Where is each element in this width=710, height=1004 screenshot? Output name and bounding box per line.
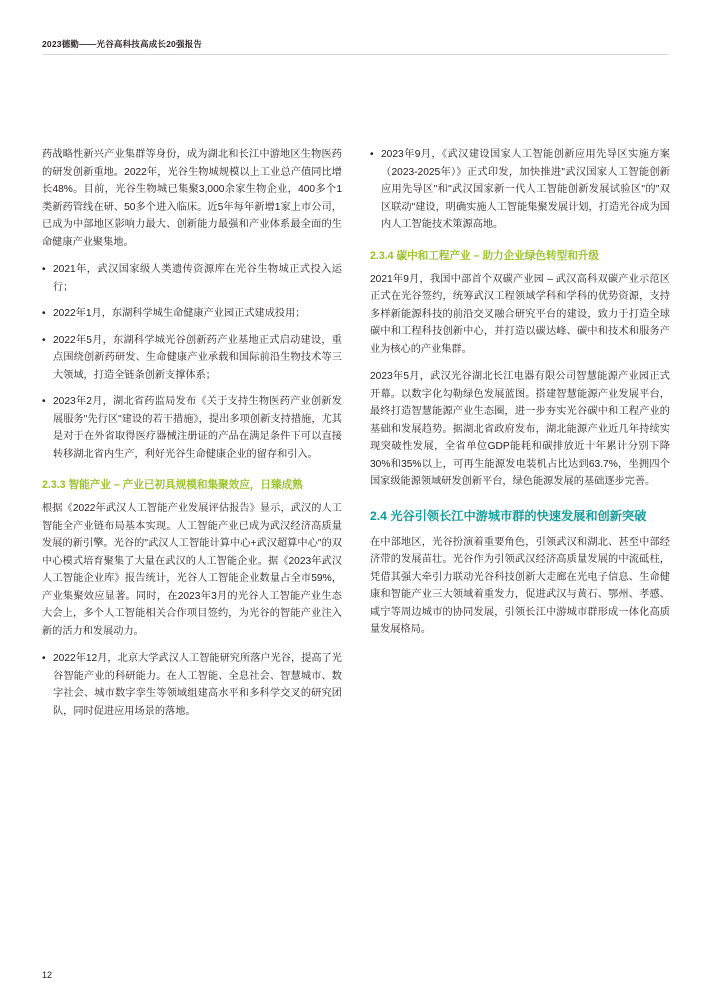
section-heading-2-3-4: 2.3.4 碳中和工程产业 – 助力企业绿色转型和升级 <box>370 249 599 262</box>
list-item: • 2022年12月，北京大学武汉人工智能研究所落户光谷，提高了光谷智能产业的科研能力。在人工智能、全息社会、智慧城市、数字社会、城市数字孪生等领域组建高水平和多科学交叉的研究团队，同时促进应用场景的落地。 <box>42 650 342 720</box>
bullet-list-ai <box>42 650 342 720</box>
page-header: 2023德勤——光谷高科技高成长20强报告 <box>42 39 203 49</box>
list-item: • 2022年5月，东湖科学城光谷创新药产业基地正式启动建设，重点围绕创新药研发、生命健康产业承载和国际前沿生物技术等三大领域，打造全链条创新支撑体系； <box>42 332 342 385</box>
list-item: • 2023年9月，《武汉建设国家人工智能创新应用先导区实施方案（2023-2025年）》正式印发，加快推进"武汉国家人工智能创新应用先导区"和"武汉国家新一代人工智能创新发展试验区"的"双区联动"建设，明确实施人工智能集聚发展计划，打造光谷成为国内人工智能技术策源高地。 <box>370 146 670 234</box>
page-number: 12 <box>42 970 53 980</box>
list-item: • 2023年2月，湖北省药监局发布《关于支持生物医药产业创新发展服务"先行区"建设的若干措施》，提出多项创新支持措施，尤其是对于在外省取得医疗器械注册证的产品在满足条件下可以直接转移湖北省内生产，利好光谷生命健康企业的留存和引入。 <box>42 393 342 463</box>
list-item: • 2021年，武汉国家级人类遗传资源库在光谷生物城正式投入运行； <box>42 261 342 296</box>
section-heading-2-4: 2.4 光谷引领长江中游城市群的快速发展和创新突破 <box>370 508 647 523</box>
list-item: • 2022年1月，东湖科学城生命健康产业园正式建成投用； <box>42 305 342 323</box>
paragraph: 药战略性新兴产业集群等身份，成为湖北和长江中游地区生物医药的研发创新重地。2022年，光谷生物城规模以上工业总产值同比增长48%。目前，光谷生物城已集聚3,000余家生物企业，400多个1类新药管线在研、50多个进入临床。近5年每年新增1家上市公司，已成为中部地区影响力最大、创新能力最强和产业体系最全面的生命健康产业聚集地。 <box>42 149 342 248</box>
section-heading-2-3-3: 2.3.3 智能产业 – 产业已初具规模和集聚效应，日臻成熟 <box>42 479 303 491</box>
paragraph: 2021年9月，我国中部首个双碳产业园 – 武汉高科双碳产业示范区正式在光谷签约，统筹武汉工程领域学科和学科的优势资源，支持多样新能源科技的前沿交叉融合研究平台的建设，致力于打造全球碳中和工程科技创新中心，并打造以碳达峰、碳中和技术和服务产业为核心的产业集群。 <box>370 273 670 355</box>
paragraph: 根据《2022年武汉人工智能产业发展评估报告》显示，武汉的人工智能全产业链布局基本实现。人工智能产业已成为武汉经济高质量发展的新引擎。光谷的"武汉人工智能计算中心+武汉超算中心"的双中心模式培育聚集了大量在武汉的人工智能企业。据《2023年武汉人工智能企业库》报告统计，光谷人工智能企业数量占全市59%，产业集聚效应显著。同时，在2023年3月的光谷人工智能产业生态大会上，多个人工智能相关合作项目签约，为光谷的智能产业注入新的活力和发展动力。 <box>42 503 342 637</box>
paragraph: 2023年5月，武汉光谷湖北长江电器有限公司智慧能源产业园正式开幕。以数字化勾勒绿色发展蓝图。搭建智慧能源产业发展平台，最终打造智慧能源产业生态圈，进一步夯实光谷碳中和工程产业的基础和发展趋势。据湖北省政府发布，湖北能源产业近几年持续实现突破性发展，全省单位GDP能耗和碳排放近十年累计分别下降30%和35%以上，可再生能源发电装机占比达到63.7%，坐拥四个国家级能源领域研发创新平台，绿色能源发展的基础逐步完善。 <box>370 371 670 487</box>
left-column <box>42 146 342 730</box>
paragraph: 在中部地区，光谷扮演着重要角色，引领武汉和湖北、甚至中部经济带的发展苗壮。光谷作为引领武汉经济高质量发展的中流砥柱，凭借其强大牵引力联动光谷科技创新大走廊在光电子信息、生命健康和智能产业三大领域着重发力，促进武汉与黄石、鄂州、孝感、咸宁等周边城市的协同发展，引领长江中游城市群形成一体化高质量发展格局。 <box>370 536 670 635</box>
right-column <box>370 146 670 730</box>
header-divider <box>42 54 668 55</box>
bullet-list-biomed <box>42 261 342 463</box>
two-column-body <box>42 146 670 730</box>
bullet-list-ai-policy <box>370 146 670 234</box>
